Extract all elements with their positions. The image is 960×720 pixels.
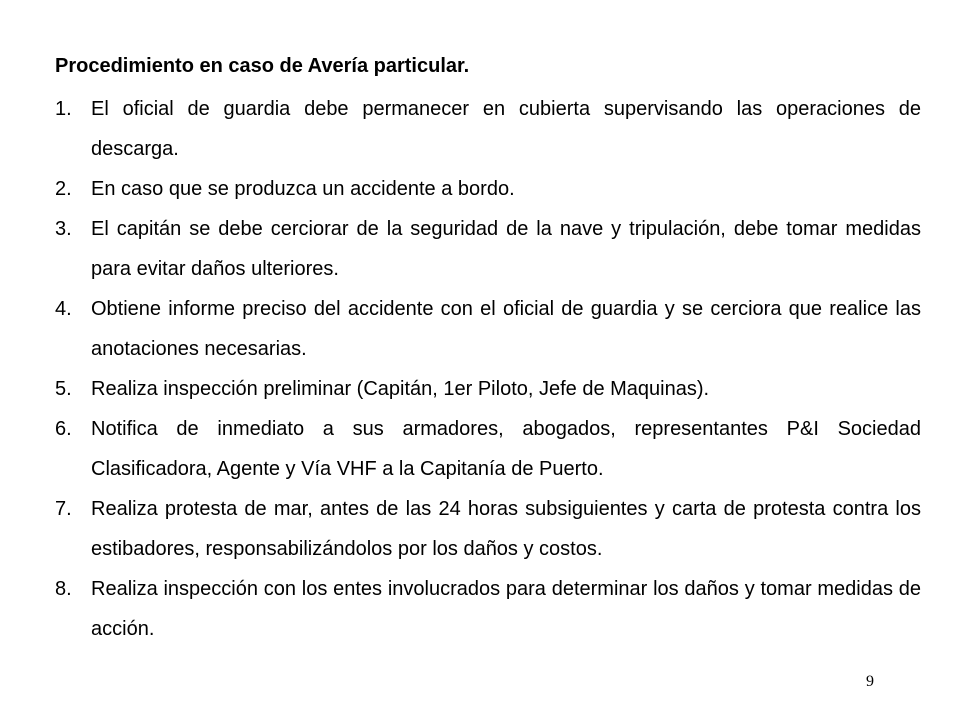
list-item-text: El oficial de guardia debe permanecer en cubierta supervisando las operaciones de descarga. [91, 98, 921, 160]
list-item-number: 2. [55, 178, 72, 200]
list-item-number: 4. [55, 298, 72, 320]
list-item-text: Obtiene informe preciso del accidente con el oficial de guardia y se cerciora que realice las anotaciones necesarias. [91, 298, 921, 360]
list-item-number: 8. [55, 578, 72, 600]
list-item-text: Notifica de inmediato a sus armadores, abogados, representantes P&I Sociedad Clasificadora, Agente y Vía VHF a la Capitanía de Puerto. [91, 418, 921, 480]
list-item-number: 1. [55, 98, 72, 120]
list-item-text: Realiza inspección con los entes involucrados para determinar los daños y tomar medidas de acción. [91, 578, 921, 640]
list-item-text: El capitán se debe cerciorar de la seguridad de la nave y tripulación, debe tomar medidas para evitar daños ulteriores. [91, 218, 921, 280]
list-item-number: 6. [55, 418, 72, 440]
list-item [55, 289, 921, 369]
list-item [55, 569, 921, 649]
document-title: Procedimiento en caso de Avería particular. [55, 55, 470, 77]
list-item-text: Realiza inspección preliminar (Capitán, 1er Piloto, Jefe de Maquinas). [91, 378, 710, 400]
list-item [55, 209, 921, 289]
list-item-number: 3. [55, 218, 72, 240]
page-number: 9 [866, 673, 874, 690]
list-item [55, 489, 921, 569]
list-item [55, 369, 921, 409]
list-item-number: 7. [55, 498, 72, 520]
list-item [55, 169, 921, 209]
procedure-list [55, 89, 921, 649]
list-item-text: Realiza protesta de mar, antes de las 24 horas subsiguientes y carta de protesta contra los estibadores, responsabilizándolos por los daños y costos. [91, 498, 921, 560]
list-item [55, 409, 921, 489]
list-item-text: En caso que se produzca un accidente a bordo. [91, 178, 515, 200]
list-item [55, 89, 921, 169]
list-item-number: 5. [55, 378, 72, 400]
